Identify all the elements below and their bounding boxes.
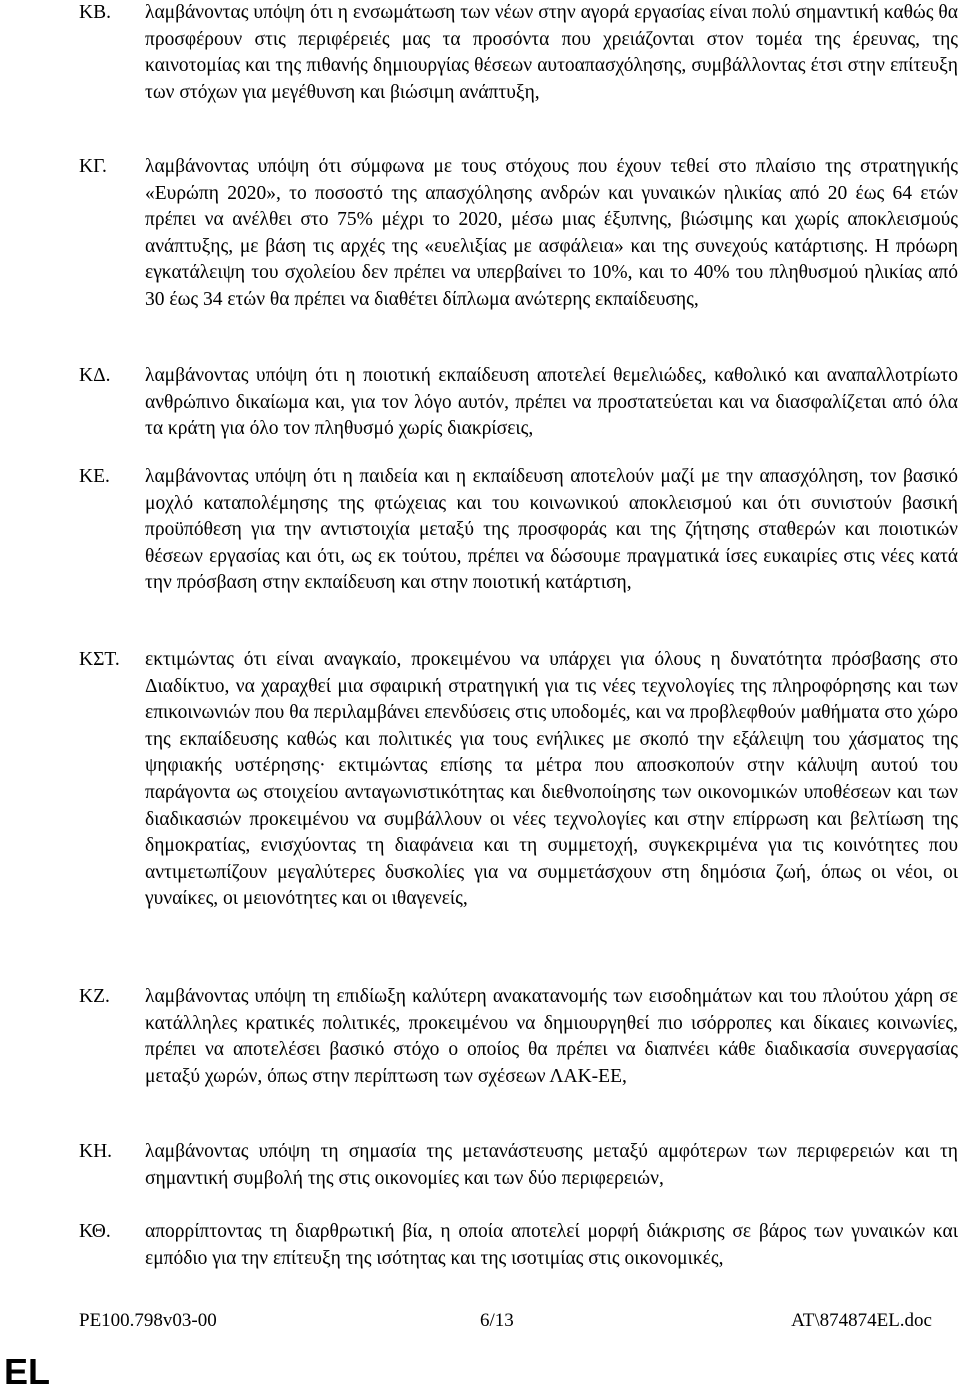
recital-text: λαμβάνοντας υπόψη ότι η παιδεία και η εκπαίδευση αποτελούν μαζί με την απασχόληση, τον βασικό μοχλό καταπολέμησης της φτώχειας και του κοινωνικού αποκλεισμού και ότι συνιστούν βασική προϋπόθεση για την αντιστοιχία μεταξύ της προσφοράς και της ζήτησης σταθερών και ποιοτικών θέσεων εργασίας και ότι, ως εκ τούτου, πρέπει να δώσουμε πραγματικά ίσες ευκαιρίες στις νέες κατά την πρόσβαση στην εκπαίδευση και στην ποιοτική κατάρτιση,	[145, 466, 958, 594]
document-reference: PE100.798v03-00	[79, 1310, 217, 1331]
recital-label: ΚΘ.	[79, 1221, 111, 1242]
recital-label: ΚΖ.	[79, 986, 110, 1007]
recital-label: ΚΕ.	[79, 466, 110, 487]
recital-text: λαμβάνοντας υπόψη ότι η ενσωμάτωση των νέων στην αγορά εργασίας είναι πολύ σημαντική καθώς θα προσφέρουν στις περιφέρειές μας τα προσόντα που χρειάζονται στον τομέα της έρευνας, της καινοτομίας και της πιθανής δημιουργίας θέσεων αυτοαπασχόλησης, συμβάλλοντας έτσι στην επίτευξη των στόχων για μεγέθυνση και βιώσιμη ανάπτυξη,	[145, 2, 958, 103]
recital-label: ΚΣΤ.	[79, 649, 120, 670]
language-tag: EL	[4, 1351, 51, 1392]
recital-text: εκτιμώντας ότι είναι αναγκαίο, προκειμένου να υπάρχει για όλους η δυνατότητα πρόσβασης στο Διαδίκτυο, να χαραχθεί μια σφαιρική στρατηγική για τις νέες τεχνολογίες της πληροφόρησης και των επικοινωνιών που θα περιλαμβάνει επενδύσεις στις υποδομές, και να προβλεφθούν μαθήματα στο χώρο της εκπαίδευσης καθώς και πολιτικές για τους ενήλικες με σκοπό την εξάλειψη του χάσματος της ψηφιακής υστέρησης· εκτιμώντας επίσης τα μέτρα που αποσκοπούν στην κάλυψη αυτού του παράγοντα ως στοιχείου ανταγωνιστικότητας και διεθνοποίησης των οικονομικών υποθέσεων και των διαδικασιών προκειμένου να συμβάλλουν οι νέες τεχνολογίες και στην επίρρωση και βελτίωση της δημοκρατίας, ενισχύοντας τη διαφάνεια και τη συμμετοχή, συγκεκριμένα για τις κοινότητες που αντιμετωπίζουν μεγαλύτερες δυσκολίες για να συμμετάσχουν στη δημόσια ζωή, όπως οι νέοι, οι γυναίκες, οι μειονότητες και οι ιθαγενείς,	[145, 649, 958, 910]
recital-text: απορρίπτοντας τη διαρθρωτική βία, η οποία αποτελεί μορφή διάκρισης σε βάρος των γυναικών και εμπόδιο για την επίτευξη της ισότητας και της ισοτιμίας στις οικονομικές,	[145, 1221, 958, 1269]
recital-text: λαμβάνοντας υπόψη τη σημασία της μετανάστευσης μεταξύ αμφότερων των περιφερειών και τη σημαντική συμβολή της στις οικονομίες και των δύο περιφερειών,	[145, 1141, 958, 1189]
recital-label: ΚΓ.	[79, 156, 107, 177]
recital-text: λαμβάνοντας υπόψη τη επιδίωξη καλύτερη ανακατανομής των εισοδημάτων και του πλούτου χάρη σε κατάλληλες κρατικές πολιτικές, προκειμένου να δημιουργηθεί πιο ισόρροπες και δίκαιες κοινωνίες, πρέπει να αποτελέσει βασικό στόχο ο οποίος θα πρέπει να διαπνέει κάθε διαδικασία συνεργασίας μεταξύ χωρών, όπως στην περίπτωση των σχέσεων ΛΑΚ-ΕΕ,	[145, 986, 958, 1087]
recital-label: KB.	[79, 2, 111, 23]
file-name: AT\874874EL.doc	[791, 1310, 932, 1331]
page-number: 6/13	[480, 1310, 514, 1331]
recital-text: λαμβάνοντας υπόψη ότι η ποιοτική εκπαίδευση αποτελεί θεμελιώδες, καθολικό και αναπαλλοτρίωτο ανθρώπινο δικαίωμα και, για τον λόγο αυτόν, πρέπει να προστατεύεται και να διασφαλίζεται από όλα τα κράτη για όλο τον πληθυσμό χωρίς διακρίσεις,	[145, 365, 958, 440]
recital-label: ΚΗ.	[79, 1141, 113, 1162]
recital-label: ΚΔ.	[79, 365, 111, 386]
recital-text: λαμβάνοντας υπόψη ότι σύμφωνα με τους στόχους που έχουν τεθεί στο πλαίσιο της στρατηγικής «Ευρώπη 2020», το ποσοστό της απασχόλησης ανδρών και γυναικών ηλικίας από 20 έως 64 ετών πρέπει να ανέλθει στο 75% μέχρι το 2020, μέσω μιας έξυπνης, βιώσιμης και χωρίς αποκλεισμούς ανάπτυξης, με βάση τις αρχές της «ευελιξίας με ασφάλεια» και της συνεχούς κατάρτισης. Η πρόωρη εγκατάλειψη του σχολείου δεν πρέπει να υπερβαίνει το 10%, και το 40% του πληθυσμού ηλικίας από 30 έως 34 ετών θα πρέπει να διαθέτει δίπλωμα ανώτερης εκπαίδευσης,	[145, 156, 958, 310]
